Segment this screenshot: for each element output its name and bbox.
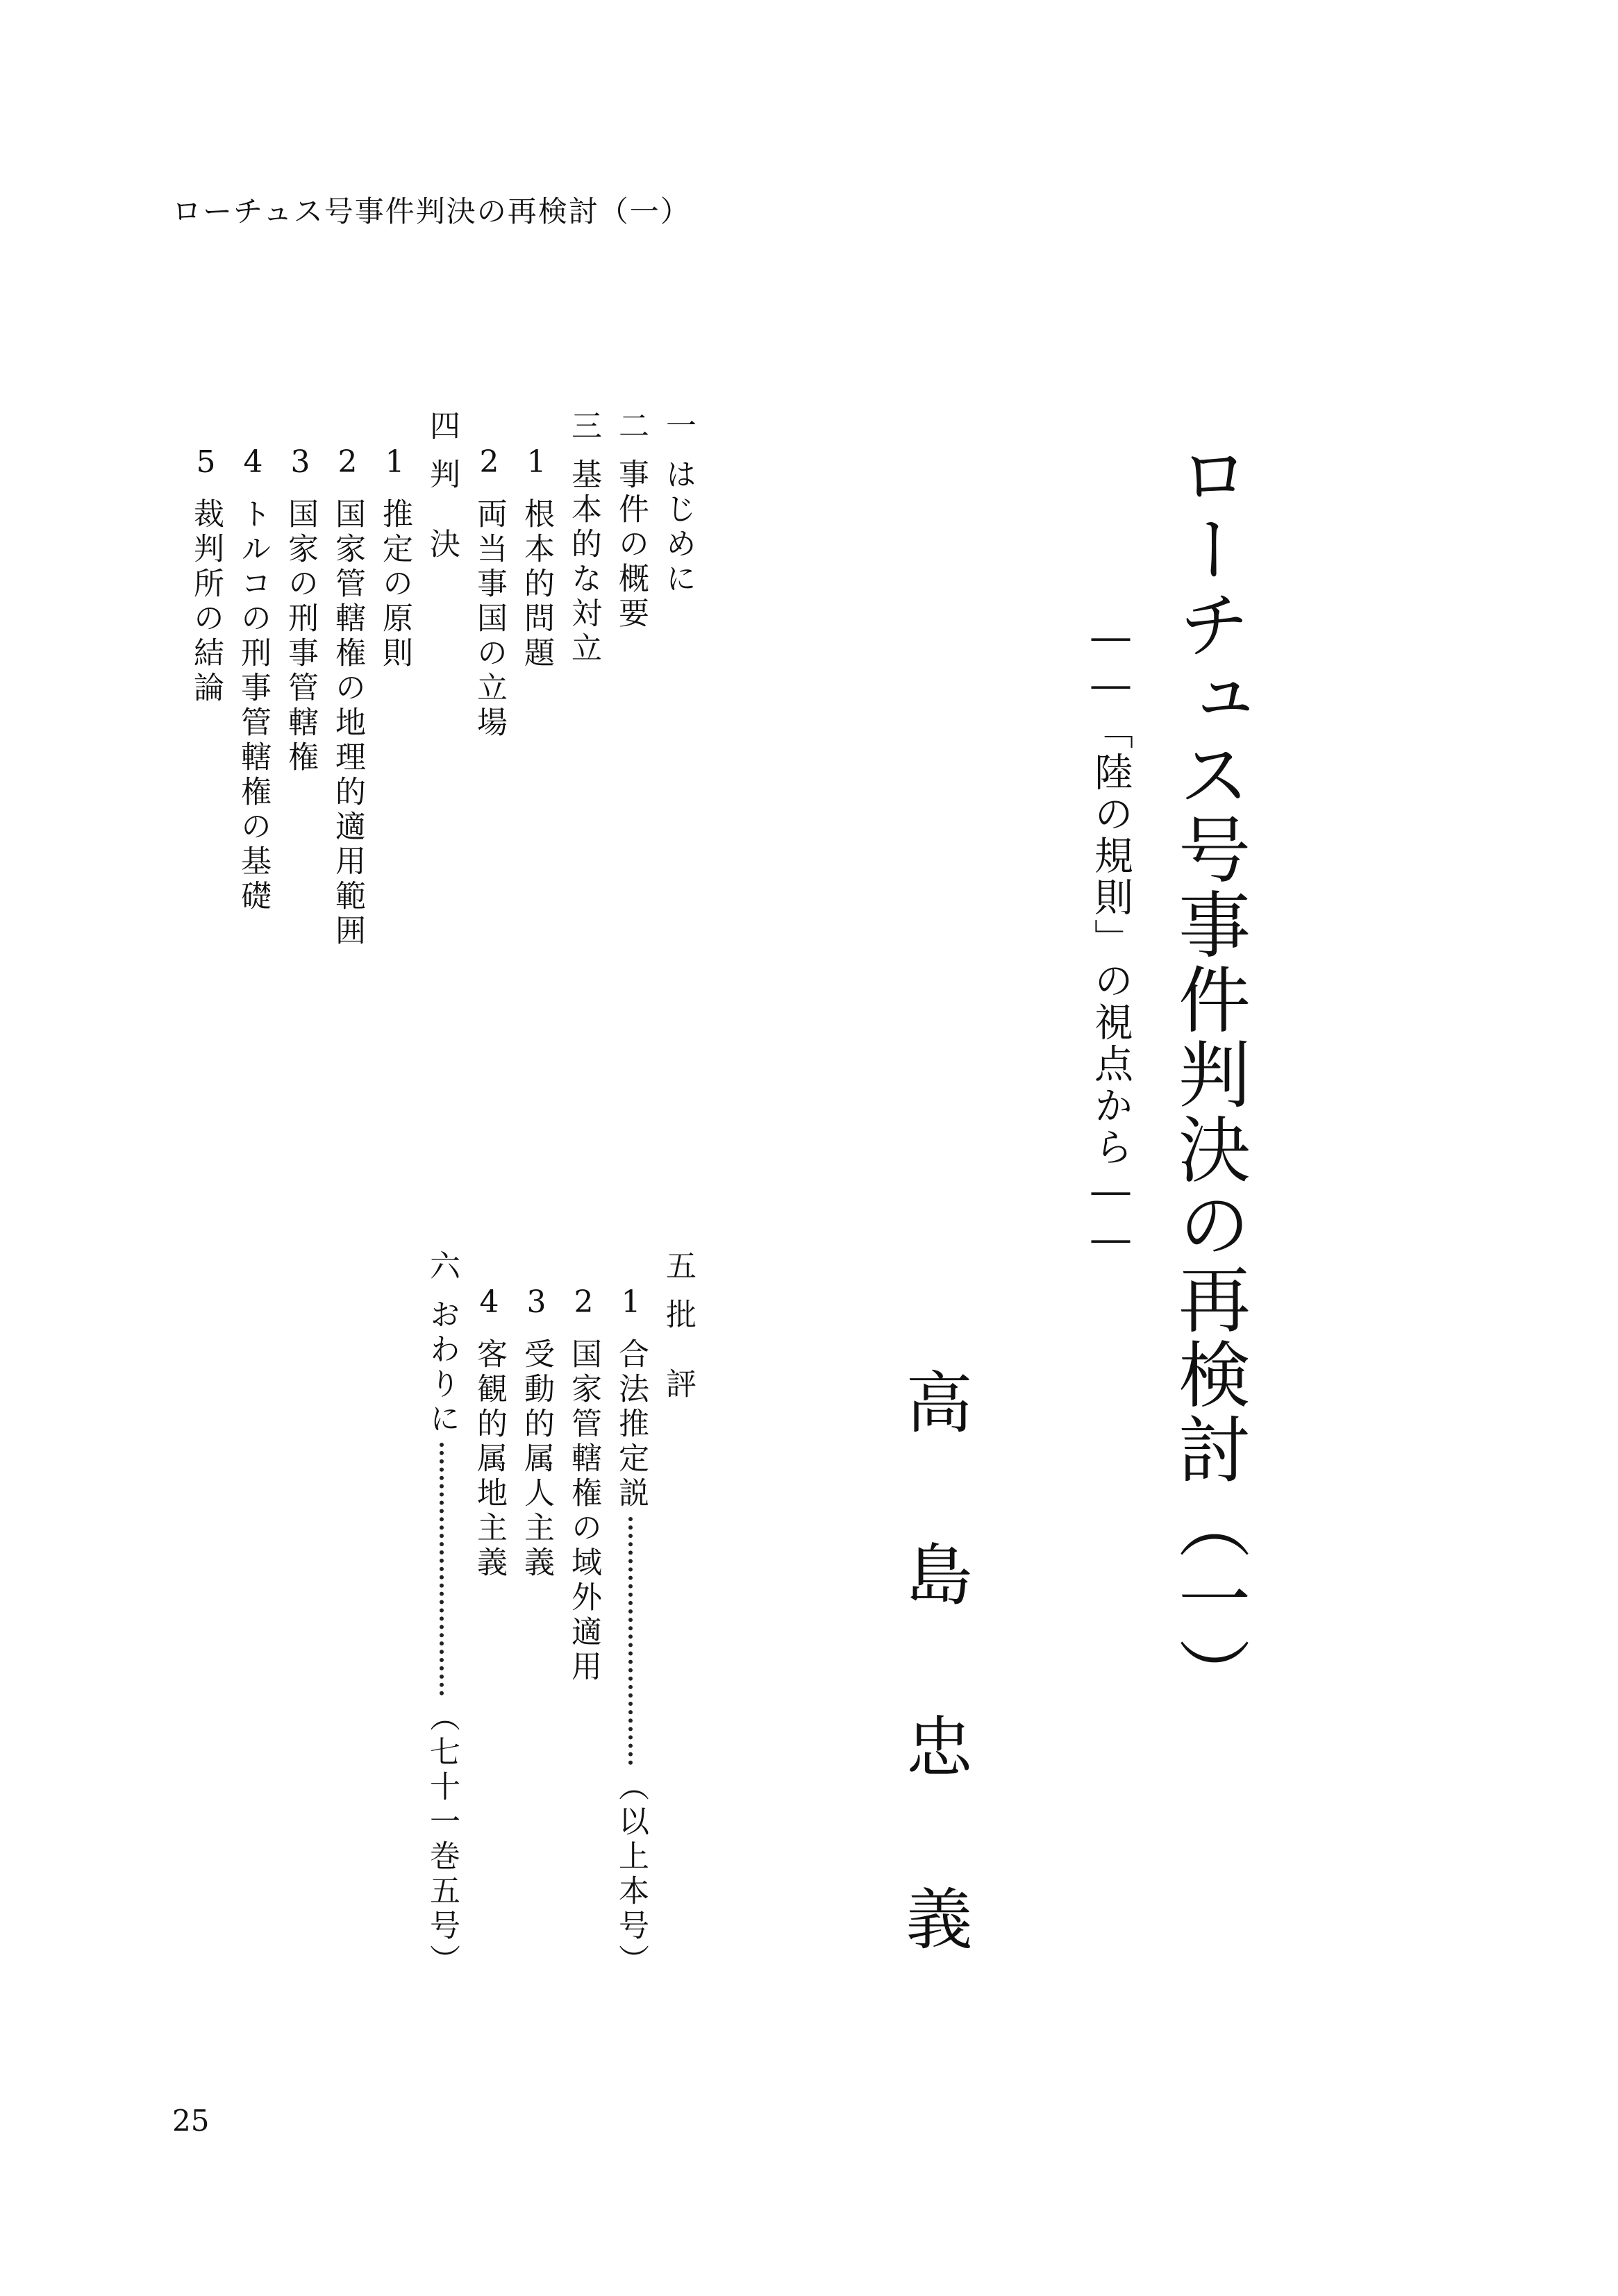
- toc-label: はじめに: [660, 458, 696, 597]
- article-title: ローチュス号事件判決の再検討（一）: [1166, 437, 1251, 1712]
- toc-label: 事件の概要: [613, 458, 649, 632]
- page-number: 25: [172, 2104, 210, 2138]
- toc-subentry-3-2: [468, 444, 510, 741]
- toc-number: 1: [613, 1284, 649, 1324]
- toc-entry-1: [657, 410, 699, 597]
- toc-subentry-4-4: [232, 444, 274, 914]
- toc-label: 裁判所の結論: [188, 498, 224, 706]
- toc-subentry-5-2: [562, 1284, 604, 1685]
- author-name: 高島忠義: [895, 1368, 973, 1951]
- toc-subentry-5-3: [515, 1284, 557, 1581]
- toc-number: 1: [519, 444, 554, 484]
- toc-number: 2: [330, 444, 365, 484]
- toc-label: 根本的問題: [519, 498, 554, 671]
- toc-label: 判 決: [424, 458, 460, 562]
- toc-number: 二: [613, 410, 649, 444]
- toc-subentry-4-1: [374, 444, 415, 671]
- toc-entry-5: [657, 1250, 699, 1402]
- toc-subentry-4-3: [279, 444, 321, 776]
- toc-number: 4: [472, 1284, 507, 1324]
- toc-label: 客観的属地主義: [472, 1338, 507, 1581]
- dot-leader: [628, 1517, 633, 1765]
- toc-label: 国家の刑事管轄権: [283, 498, 318, 776]
- toc-label: 批 評: [660, 1298, 696, 1402]
- toc-label: 受動的属人主義: [519, 1338, 554, 1581]
- toc-number: 三: [566, 410, 601, 444]
- dot-leader: [440, 1443, 444, 1695]
- toc-label: おわりに: [424, 1298, 460, 1437]
- toc-subentry-3-1: [515, 444, 557, 671]
- toc-number: 四: [424, 410, 460, 444]
- toc-label: 両当事国の立場: [472, 498, 507, 741]
- toc-entry-3: [562, 410, 604, 667]
- toc-label: 基本的な対立: [566, 458, 601, 667]
- toc-number: 一: [660, 410, 696, 444]
- toc-number: 3: [283, 444, 318, 484]
- toc-label: 合法推定説: [613, 1338, 649, 1511]
- toc-number: 4: [235, 444, 271, 484]
- toc-number: 六: [424, 1250, 460, 1284]
- toc-entry-6: [421, 1250, 462, 1979]
- toc-subentry-5-4: [468, 1284, 510, 1581]
- toc-subentry-4-5: [185, 444, 226, 706]
- toc-label: 国家管轄権の域外適用: [566, 1338, 601, 1685]
- toc-label: トルコの刑事管轄権の基礎: [235, 498, 271, 914]
- toc-label: 推定の原則: [377, 498, 412, 671]
- running-head: ローチュス号事件判決の再検討（一）: [172, 194, 691, 228]
- article-subtitle: ――「陸の規則」の視点から――: [1088, 614, 1133, 1264]
- toc-issue-note: （七十一巻五号）: [424, 1701, 460, 1979]
- toc-number: 5: [188, 444, 224, 484]
- toc-number: 2: [472, 444, 507, 484]
- toc-entry-2: [610, 410, 651, 632]
- toc-number: 2: [566, 1284, 601, 1324]
- toc-number: 五: [660, 1250, 696, 1284]
- toc-subentry-5-1: [610, 1284, 651, 1979]
- toc-number: 1: [377, 444, 412, 484]
- toc-issue-note: （以上本号）: [613, 1770, 649, 1979]
- toc-number: 3: [519, 1284, 554, 1324]
- toc-entry-4: [421, 410, 462, 562]
- toc-subentry-4-2: [326, 444, 368, 949]
- toc-label: 国家管轄権の地理的適用範囲: [330, 498, 365, 949]
